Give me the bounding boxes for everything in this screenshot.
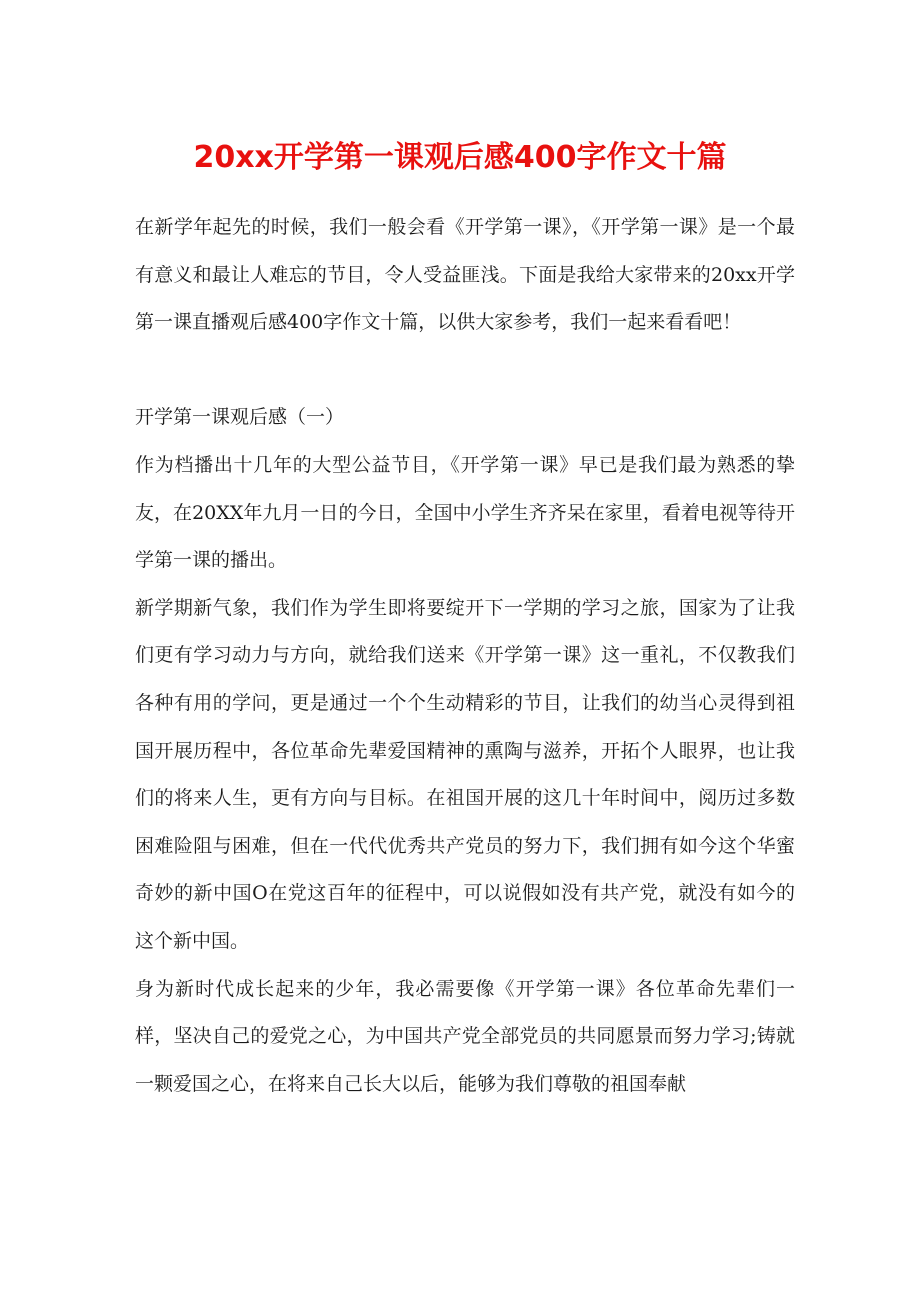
body-paragraph-3: 身为新时代成长起来的少年，我必需要像《开学第一课》各位革命先辈们一样，坚决自己的爱党之心，为中国共产党全部党员的共同愿景而努力学习;铸就一颗爱国之心，在将来自己长大以后，能够为我们尊敬的祖国奉献 (135, 977, 795, 1095)
body-paragraph-1: 作为档播出十几年的大型公益节目，《开学第一课》早已是我们最为熟悉的挚友，在20XX年九月一日的今日，全国中小学生齐齐呆在家里，看着电视等待开学第一课的播出。 (135, 453, 795, 572)
blank-line (135, 347, 795, 395)
document-body (135, 204, 795, 1108)
intro-paragraph: 在新学年起先的时候，我们一般会看《开学第一课》，《开学第一课》是一个最有意义和最让人难忘的节目，令人受益匪浅。下面是我给大家带来的20xx开学第一课直播观后感400字作文十篇，以供大家参考，我们一起来看看吧！ (135, 216, 795, 334)
section-heading: 开学第一课观后感（一） (135, 406, 345, 429)
body-paragraph-2: 新学期新气象，我们作为学生即将要绽开下一学期的学习之旅，国家为了让我们更有学习动力与方向，就给我们送来《开学第一课》这一重礼，不仅教我们各种有用的学问，更是通过一个个生动精彩的节目，让我们的幼当心灵得到祖国开展历程中，各位革命先辈爱国精神的熏陶与滋养，开拓个人眼界，也让我们的将来人生，更有方向与目标。在祖国开展的这几十年时间中，阅历过多数困难险阻与困难，但在一代代优秀共产党员的努力下，我们拥有如今这个华蜜奇妙的新中国O在党这百年的征程中，可以说假如没有共产党，就没有如今的这个新中国。 (135, 596, 795, 952)
document-title: 20xx开学第一课观后感400字作文十篇 (193, 140, 727, 175)
